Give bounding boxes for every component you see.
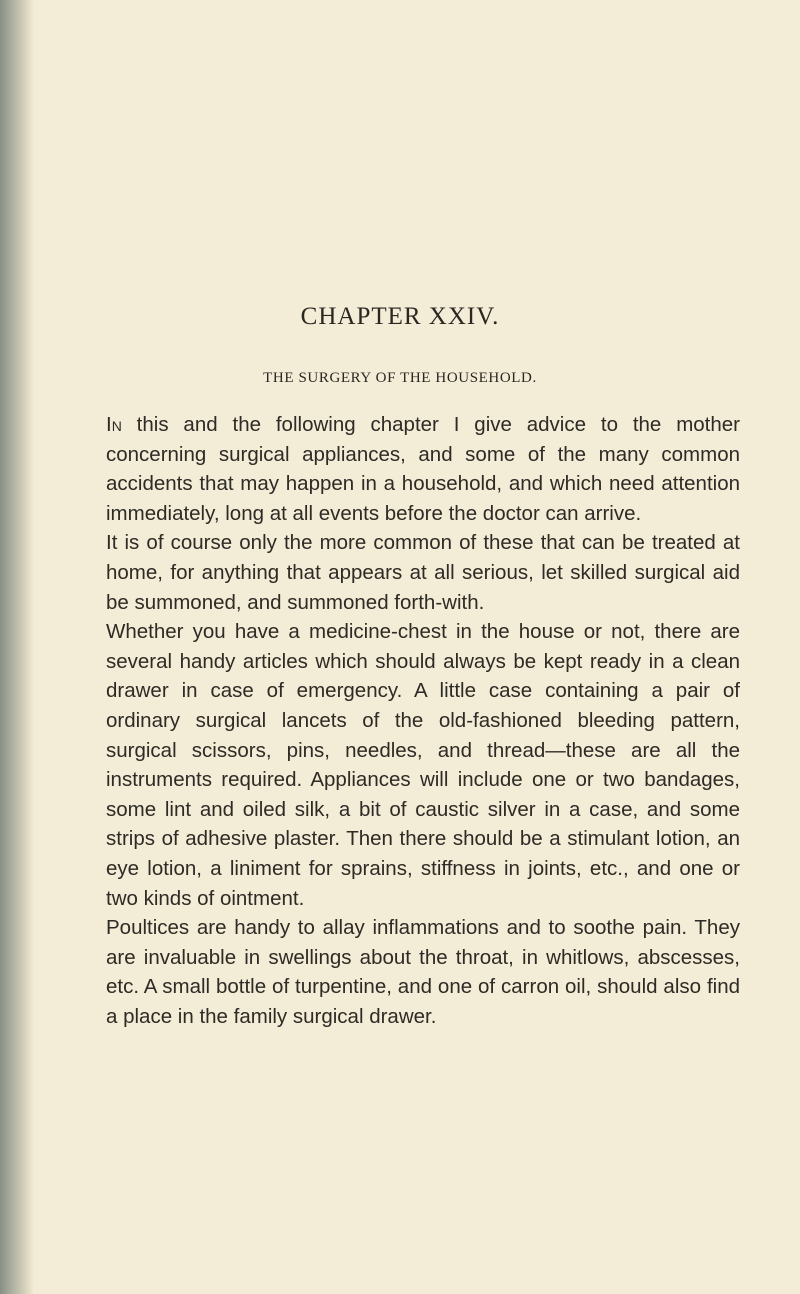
chapter-subtitle: THE SURGERY OF THE HOUSEHOLD. bbox=[263, 370, 537, 386]
paragraph-2 bbox=[106, 528, 740, 617]
chapter-title: CHAPTER XXIV. bbox=[300, 303, 500, 330]
body-text bbox=[106, 410, 740, 1031]
paragraph-3 bbox=[106, 617, 740, 913]
paragraph-lead-word: In bbox=[106, 413, 122, 436]
paragraph-text: Poultices are handy to allay inflammations and to soothe pain. They are invaluable in swellings about the throat, in whitlows, abscesses, etc. A small bottle of turpentine, and one of carron oil, should also find a place in the family surgical drawer. bbox=[106, 916, 740, 1028]
paragraph-text: It is of course only the more common of these that can be treated at home, for anything that appears at all serious, let skilled surgical aid be summoned, and summoned forth-with. bbox=[106, 531, 740, 614]
paragraph-text: Whether you have a medicine-chest in the house or not, there are several handy articles which should always be kept ready in a clean drawer in case of emergency. A little case containing a pair of ordinary surgical lancets of the old-fashioned bleeding pattern, surgical scissors, pins, needles, and thread—these are all the instruments required. Appliances will include one or two bandages, some lint and oiled silk, a bit of caustic silver in a case, and some strips of adhesive plaster. Then there should be a stimulant lotion, an eye lotion, a liniment for sprains, stiffness in joints, etc., and one or two kinds of ointment. bbox=[106, 620, 740, 910]
paragraph-4 bbox=[106, 913, 740, 1031]
paragraph-1 bbox=[106, 410, 740, 528]
paragraph-text: this and the following chapter I give advice to the mother concerning surgical appliances, and some of the many common accidents that may happen in a household, and which need attention immediately, long at all events before the doctor can arrive. bbox=[106, 413, 740, 525]
